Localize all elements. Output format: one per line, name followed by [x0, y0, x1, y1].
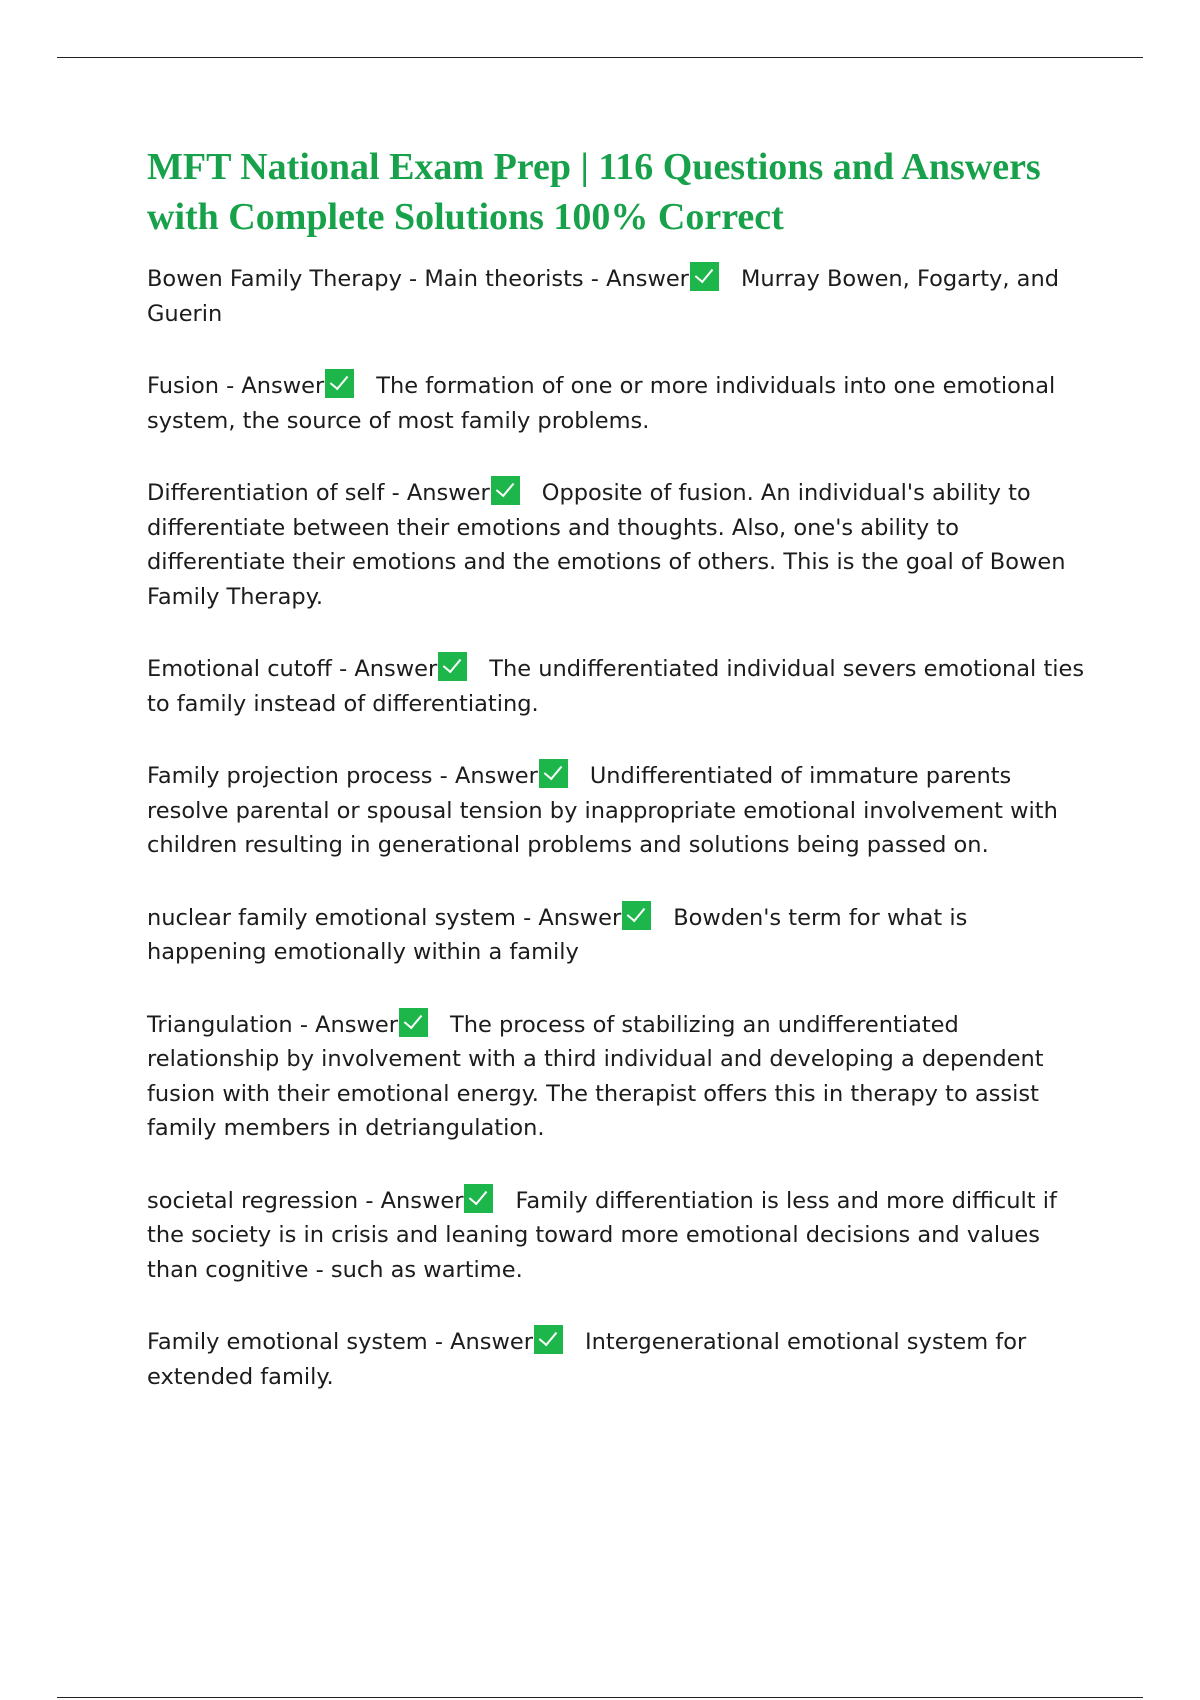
qa-answer: The formation of one or more individuals into one emotional system, the source of most family problems.	[147, 373, 1056, 434]
qa-answer: The process of stabilizing an undifferentiated relationship by involvement with a third individual and developing a dependent fusion with their emotional energy. The therapist offers this in therapy to assist family members in detriangulation.	[147, 1011, 1044, 1141]
qa-term: Family projection process - Answer	[147, 763, 538, 789]
qa-answer: Murray Bowen, Fogarty, and Guerin	[147, 266, 1059, 327]
document-title: MFT National Exam Prep | 116 Questions and Answers with Complete Solutions 100% Correct	[147, 146, 1041, 238]
check-mark-icon	[464, 1184, 493, 1213]
qa-term: Differentiation of self - Answer	[147, 480, 490, 506]
qa-term: Bowen Family Therapy - Main theorists - Answer	[147, 266, 689, 292]
qa-item	[147, 1008, 1087, 1146]
qa-item	[147, 1184, 1087, 1288]
qa-term: societal regression - Answer	[147, 1187, 464, 1214]
check-mark-icon	[438, 652, 467, 681]
qa-item	[147, 652, 1087, 721]
check-mark-icon	[399, 1008, 428, 1037]
check-mark-icon	[491, 476, 520, 505]
header-rule	[57, 57, 1143, 58]
qa-answer: Opposite of fusion. An individual's ability to differentiate between their emotions and thoughts. Also, one's ability to differentiate their emotions and the emotions of others. This is the goal of Bowen Family Therapy.	[147, 480, 1066, 610]
qa-item	[147, 759, 1087, 863]
qa-item	[147, 1325, 1087, 1394]
qa-term: Family emotional system - Answer	[147, 1329, 534, 1355]
qa-term: nuclear family emotional system - Answer	[147, 904, 622, 931]
document-body	[147, 142, 1087, 1432]
check-mark-icon	[539, 759, 568, 788]
check-mark-icon	[534, 1325, 563, 1354]
qa-item	[147, 262, 1087, 331]
qa-term: Emotional cutoff - Answer	[147, 656, 438, 682]
qa-answer: Intergenerational emotional system for extended family.	[147, 1329, 1027, 1390]
qa-answer: Family differentiation is less and more difficult if the society is in crisis and leaning toward more emotional decisions and values than cognitive - such as wartime.	[147, 1187, 1057, 1283]
qa-answer: Bowden's term for what is happening emotionally within a family	[147, 904, 968, 965]
qa-term: Fusion - Answer	[147, 373, 325, 399]
qa-answer: The undifferentiated individual severs emotional ties to family instead of differentiating.	[147, 656, 1085, 717]
qa-answer: Undifferentiated of immature parents resolve parental or spousal tension by inappropriate emotional involvement with children resulting in generational problems and solutions being passed on.	[147, 763, 1058, 858]
qa-term: Triangulation - Answer	[147, 1011, 398, 1038]
qa-item	[147, 369, 1087, 438]
footer-rule	[57, 1697, 1143, 1698]
qa-item	[147, 476, 1087, 614]
check-mark-icon	[690, 262, 719, 291]
qa-item	[147, 901, 1087, 970]
check-mark-icon	[622, 901, 651, 930]
check-mark-icon	[325, 369, 354, 398]
